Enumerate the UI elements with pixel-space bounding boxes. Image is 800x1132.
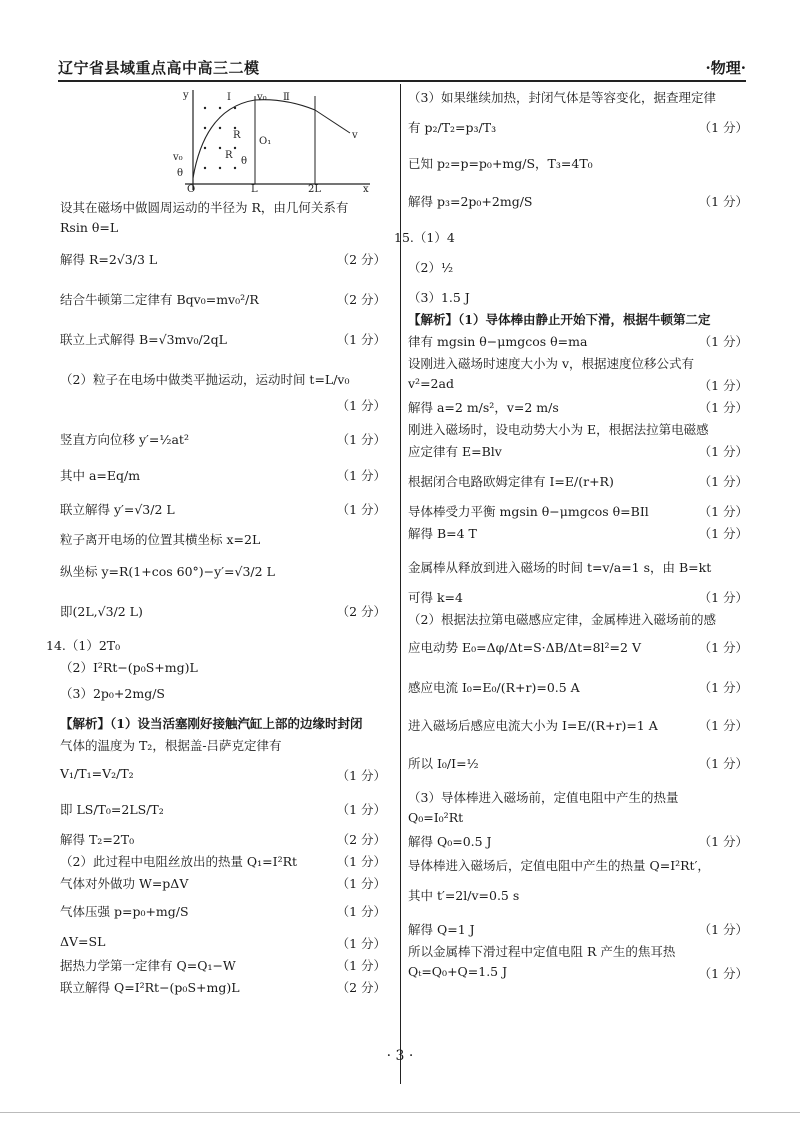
label-region-1: Ⅰ xyxy=(227,92,231,103)
trajectory xyxy=(193,100,315,178)
label-l: L xyxy=(251,184,258,192)
magnetic-field-diagram xyxy=(165,88,375,192)
label-y: y xyxy=(183,90,189,101)
label-region-2: Ⅱ xyxy=(283,92,290,103)
label-r1: R xyxy=(233,130,241,141)
page-header xyxy=(58,52,746,82)
exam-title: 辽宁省县域重点高中高三二模 xyxy=(58,59,260,77)
label-v0-top: v₀ xyxy=(257,92,267,103)
subject-label: ·物理· xyxy=(705,59,746,77)
label-theta-top: θ xyxy=(241,156,248,167)
label-x: x xyxy=(363,184,369,192)
label-r2: R xyxy=(225,150,233,161)
label-2l: 2L xyxy=(308,184,322,192)
label-v0-left: v₀ xyxy=(173,152,183,163)
page-number: · 3 · xyxy=(386,1048,414,1064)
label-origin: O xyxy=(187,184,196,192)
exit-velocity xyxy=(315,110,350,133)
label-theta-bottom: θ xyxy=(177,168,184,179)
label-v: v xyxy=(352,130,358,141)
footer-rule xyxy=(0,1112,800,1113)
label-o1: O₁ xyxy=(259,136,272,147)
